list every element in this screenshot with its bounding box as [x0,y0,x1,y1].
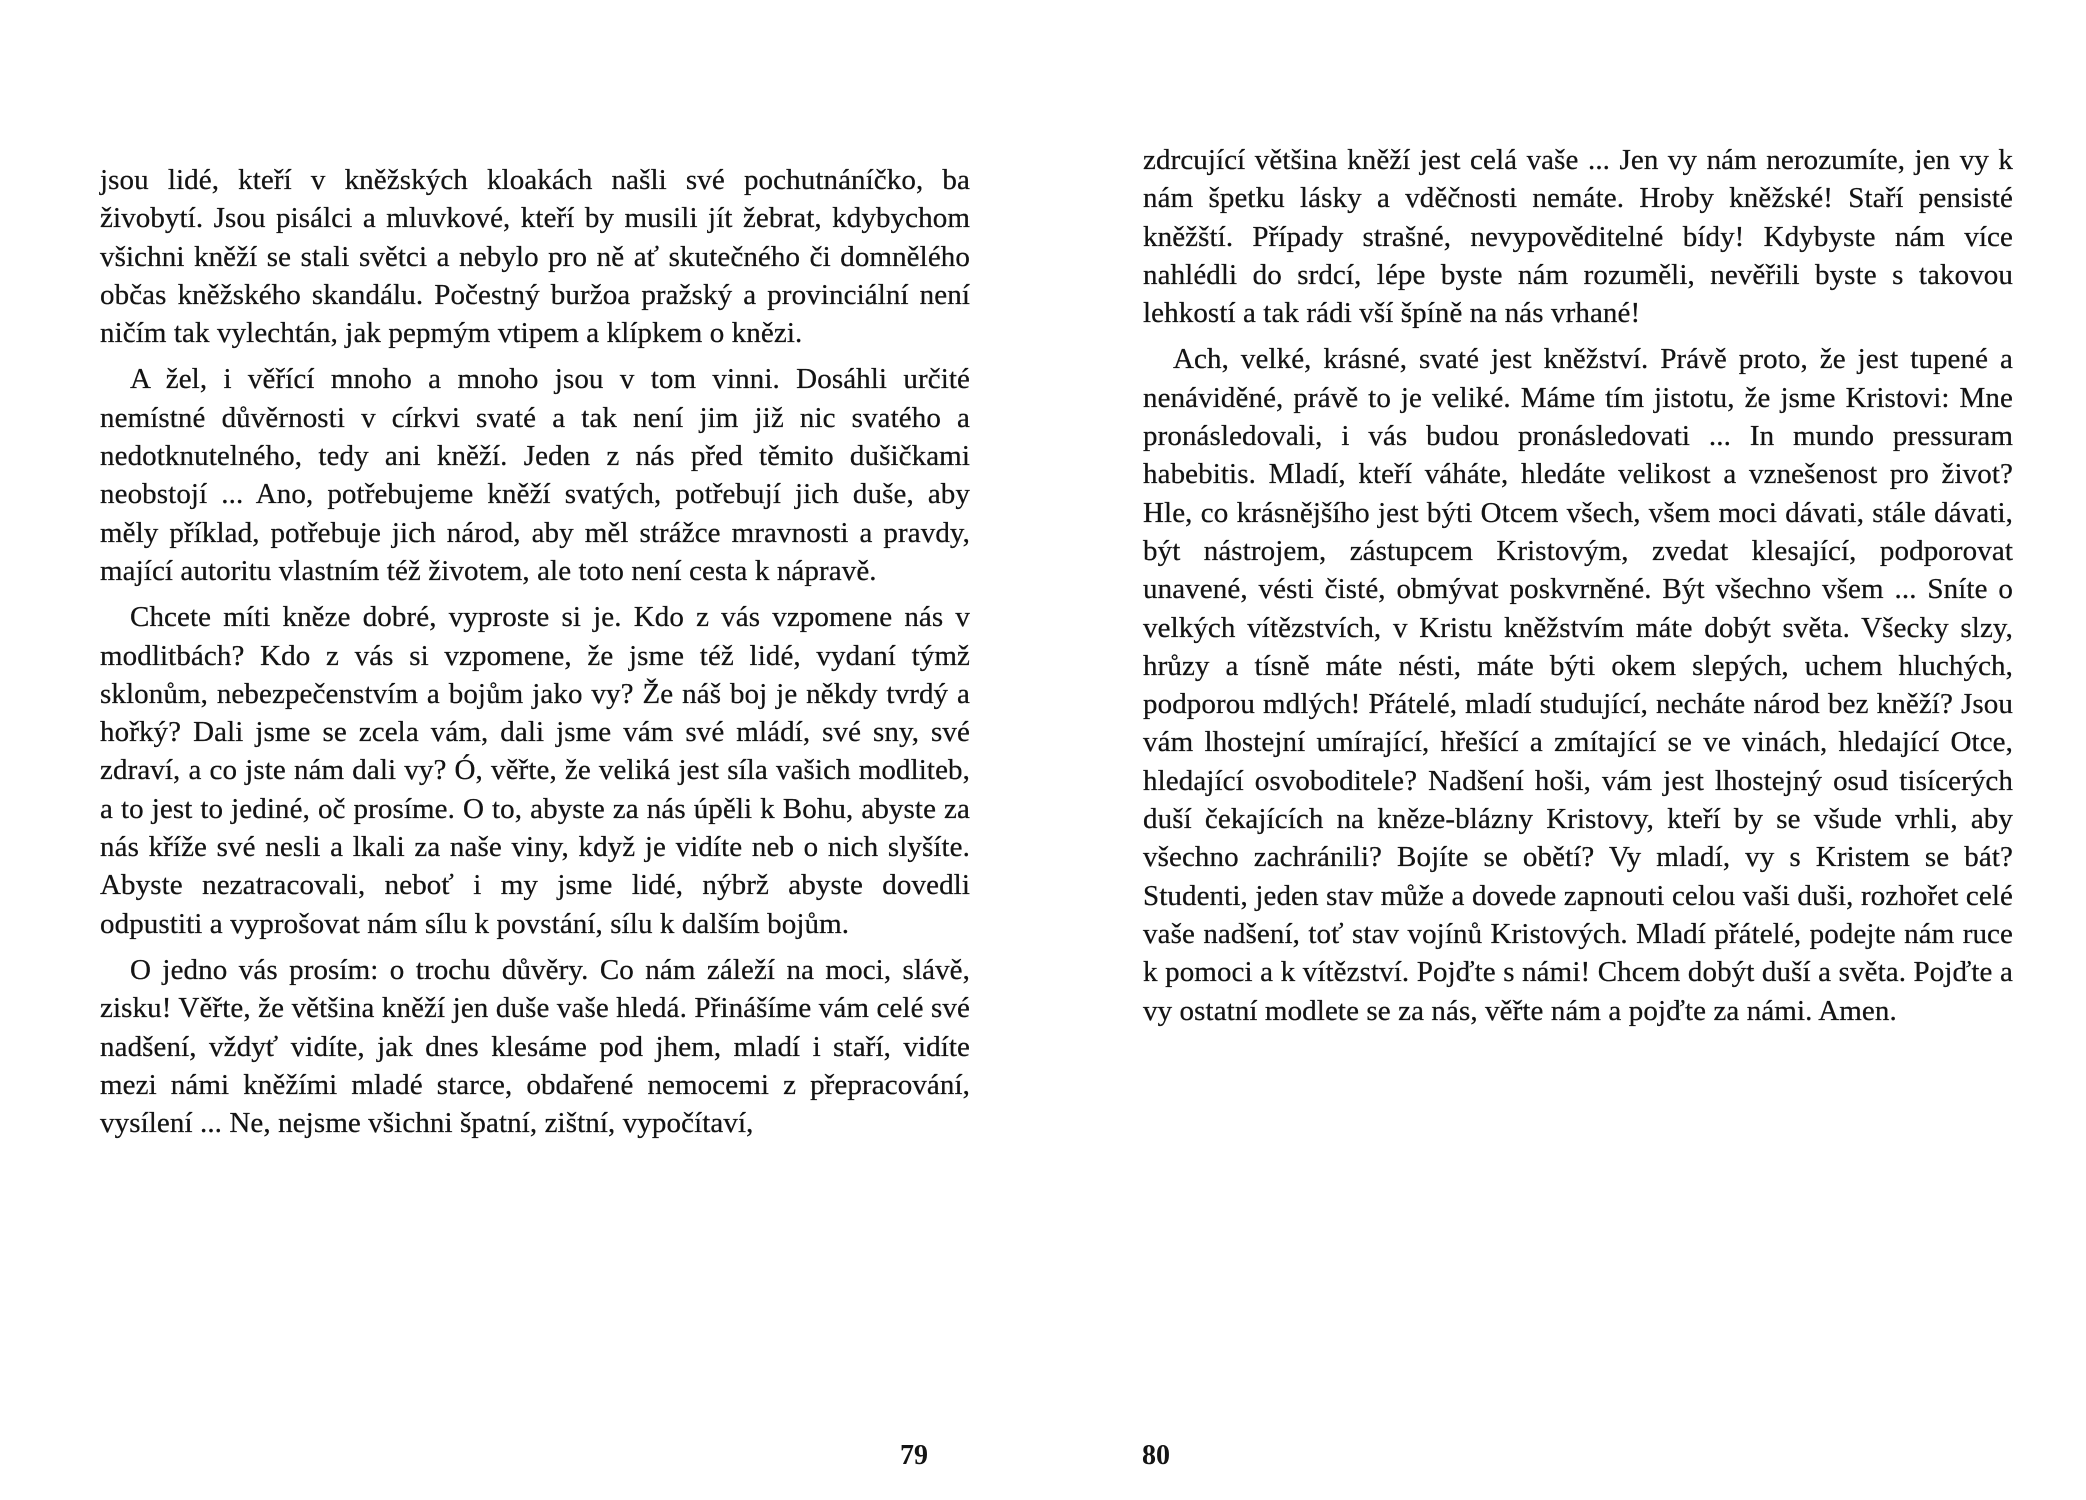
right-page-number: 80 [1142,1440,1170,1471]
left-page [100,161,970,1150]
left-paragraph-4: O jedno vás prosím: o trochu důvěry. Co nám záleží na moci, slávě, zisku! Věřte, že většina kněží jen duše vaše hledá. Přinášíme vám celé své nadšení, vždyť vidíte, jak dnes klesáme pod jhem, mladí i staří, vidíte mezi námi kněžími mladé starce, obdařené nemocemi z přepracování, vysílení ... Ne, nejsme všichni špatní, zištní, vypočítaví, [100,953,970,1140]
right-paragraph-1: zdrcující většina kněží jest celá vaše ... Jen vy nám nerozumíte, jen vy k nám špetku lásky a vděčnosti nemáte. Hroby kněžské! Staří pensisté kněžští. Případy strašné, nevypověditelné bídy! Kdybyste nám více nahlédli do srdcí, lépe byste nám rozuměli, nevěřili byste s takovou lehkostí a tak rádi vší špíně na nás vrhané! [1143,144,2013,330]
left-paragraph-3: Chcete míti kněze dobré, vyproste si je. Kdo z vás vzpomene nás v modlitbách? Kdo z vás si vzpomene, že jsme též lidé, vydaní týmž sklonům, nebezpečenstvím a bojům jako vy? Že náš boj je někdy tvrdý a hořký? Dali jsme se zcela vám, dali jsme vám své mládí, své sny, své zdraví, a co jste nám dali vy? Ó, věřte, že veliká jest síla vašich modliteb, a to jest to jediné, oč prosíme. O to, abyste za nás úpěli k Bohu, abyste za nás kříže své nesli a lkali za naše viny, když je vidíte neb o nich slyšíte. Abyste nezatracovali, neboť i my jsme lidé, nýbrž abyste dovedli odpustiti a vyprošovat nám sílu k povstání, sílu k dalším bojům. [100,601,970,940]
left-paragraph-2: A žel, i věřící mnoho a mnoho jsou v tom vinni. Dosáhli určité nemístné důvěrnosti v církvi svaté a tak není jim již nic svatého a nedotknutelného, tedy ani kněží. Jeden z nás před těmito dušičkami neobstojí ... Ano, potřebujeme kněží svatých, potřebují jich duše, aby měly příklad, potřebuje jich národ, aby měl strážce mravnosti a pravdy, mající autoritu vlastním též životem, ale toto není cesta k nápravě. [100,363,970,587]
left-page-number: 79 [900,1440,928,1471]
right-page [1143,141,2013,1038]
right-paragraph-2: Ach, velké, krásné, svaté jest kněžství. Právě proto, že jest tupené a nenáviděné, právě to je veliké. Máme tím jistotu, že jsme Kristovi: Mne pronásledovali, i vás budou pronásledovati ... In mundo pressuram habebitis. Mladí, kteří váháte, hledáte velikost a vznešenost pro život? Hle, co krásnějšího jest býti Otcem všech, všem moci dávati, stále dávati, být nástrojem, zástupcem Kristovým, zvedat klesající, podporovat unavené, vésti čisté, obmývat poskvrněné. Být všechno všem ... Sníte o velkých vítězstvích, v Kristu kněžstvím máte dobýt světa. Všecky slzy, hrůzy a tísně máte nésti, máte býti okem slepých, uchem hluchých, podporou mdlých! Přátelé, mladí studující, necháte národ bez kněží? Jsou vám lhostejní umírající, hřešící a zmítající se ve vinách, hledající Otce, hledající osvoboditele? Nadšení hoši, vám jest lhostejný osud tisícerých duší čekajících na kněze-blázny Kristovy, kteří by se všude vrhli, aby všechno zachránili? Bojíte se obětí? Vy mladí, vy s Kristem se bát? Studenti, jeden stav může a dovede zapnouti celou vaši duši, rozhořet celé vaše nadšení, toť stav vojínů Kristových. Mladí přátelé, podejte nám ruce k pomoci a k vítězství. Pojďte s námi! Chcem dobýt duší a světa. Pojďte a vy ostatní modlete se za nás, věřte nám a pojďte za námi. Amen. [1143,343,2013,1027]
left-paragraph-1: jsou lidé, kteří v kněžských kloakách našli své pochutnáníčko, ba živobytí. Jsou pisálci a mluvkové, kteří by musili jít žebrat, kdybychom všichni kněží se stali světci a nebylo pro ně ať skutečného či domnělého občas kněžského skandálu. Počestný buržoa pražský a provinciální není ničím tak vylechtán, jak pepmým vtipem a klípkem o knězi. [100,164,970,350]
